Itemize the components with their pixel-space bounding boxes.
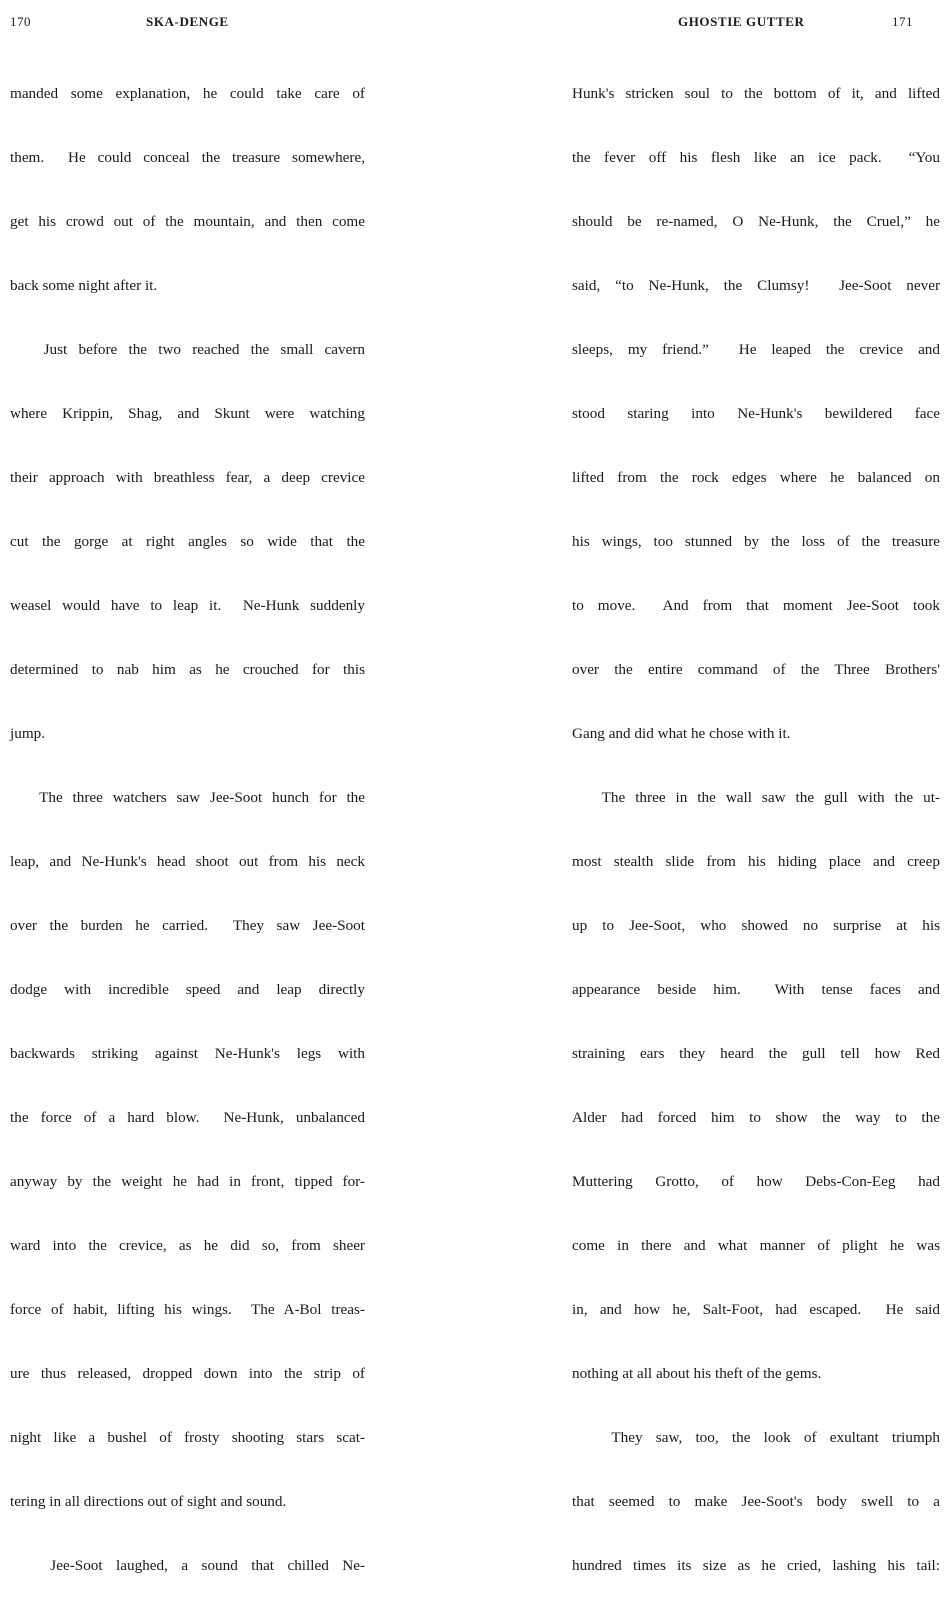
text-line: weasel would have to leap it. Ne-Hunk suddenly <box>10 596 365 614</box>
text-line: where Krippin, Shag, and Skunt were watching <box>10 404 365 422</box>
text-line: appearance beside him. With tense faces and <box>572 981 940 999</box>
text-line: lifted from the rock edges where he balanced on <box>572 468 940 486</box>
text-line: Alder had forced him to show the way to the <box>572 1109 940 1127</box>
text-line: said, “to Ne-Hunk, the Clumsy! Jee-Soot never <box>572 276 940 294</box>
text-line: back some night after it. <box>10 276 158 294</box>
text-line: ward into the crevice, as he did so, from sheer <box>10 1237 365 1255</box>
text-line: should be re-named, O Ne-Hunk, the Cruel,” he <box>572 212 940 230</box>
text-line: nothing at all about his theft of the gems. <box>572 1365 822 1383</box>
text-line: manded some explanation, he could take care of <box>10 84 365 102</box>
page-number: 171 <box>892 14 913 29</box>
text-line: over the entire command of the Three Brothers' <box>572 660 940 678</box>
text-line: Gang and did what he chose with it. <box>572 725 791 742</box>
text-line: get his crowd out of the mountain, and then come <box>10 212 365 230</box>
text-line: backwards striking against Ne-Hunk's legs with <box>10 1045 365 1063</box>
page-header <box>0 14 372 34</box>
left-page <box>0 0 372 1575</box>
text-line: Jee-Soot laughed, a sound that chilled Ne- <box>10 1557 365 1575</box>
text-line: to move. And from that moment Jee-Soot took <box>572 596 940 614</box>
text-line: jump. <box>10 725 46 742</box>
text-line: in, and how he, Salt-Foot, had escaped. He said <box>572 1301 940 1319</box>
text-line: cut the gorge at right angles so wide that the <box>10 532 365 550</box>
page-number: 170 <box>10 14 31 29</box>
text-line: The three in the wall saw the gull with the ut- <box>572 789 940 807</box>
text-line: ure thus released, dropped down into the strip of <box>10 1365 365 1383</box>
text-line: tering in all directions out of sight and sound. <box>10 1493 287 1511</box>
text-line: dodge with incredible speed and leap directly <box>10 981 365 999</box>
running-title: GHOSTIE GUTTER <box>678 14 805 29</box>
running-title: SKA-DENGE <box>146 14 229 29</box>
text-line: the fever off his flesh like an ice pack. “You <box>572 148 940 166</box>
text-line: anyway by the weight he had in front, tipped for- <box>10 1173 365 1191</box>
text-line: force of habit, lifting his wings. The A-Bol treas- <box>10 1301 365 1319</box>
text-line: his wings, too stunned by the loss of the treasure <box>572 532 940 550</box>
text-line: hundred times its size as he cried, lashing his tail: <box>572 1557 940 1575</box>
text-line: They saw, too, the look of exultant triumph <box>572 1429 940 1447</box>
text-line: leap, and Ne-Hunk's head shoot out from his neck <box>10 853 365 871</box>
text-line: up to Jee-Soot, who showed no surprise at his <box>572 917 940 935</box>
text-line: Just before the two reached the small cavern <box>10 340 365 358</box>
right-page <box>566 0 946 1575</box>
body-text <box>10 40 365 1619</box>
text-line: their approach with breathless fear, a deep crevice <box>10 468 365 486</box>
page-header <box>566 14 946 34</box>
text-line: the force of a hard blow. Ne-Hunk, unbalanced <box>10 1109 365 1127</box>
text-line: them. He could conceal the treasure somewhere, <box>10 148 365 166</box>
text-line: stood staring into Ne-Hunk's bewildered face <box>572 404 940 422</box>
text-line: Hunk's stricken soul to the bottom of it, and lifted <box>572 84 940 102</box>
body-text <box>572 40 940 1619</box>
text-line: sleeps, my friend.” He leaped the crevice and <box>572 340 940 358</box>
text-line: night like a bushel of frosty shooting stars scat- <box>10 1429 365 1447</box>
text-line: straining ears they heard the gull tell how Red <box>572 1045 940 1063</box>
text-line: most stealth slide from his hiding place and creep <box>572 853 940 871</box>
text-line: The three watchers saw Jee-Soot hunch for the <box>10 789 365 807</box>
text-line: determined to nab him as he crouched for this <box>10 660 365 678</box>
text-line: over the burden he carried. They saw Jee-Soot <box>10 917 365 935</box>
text-line: that seemed to make Jee-Soot's body swell to a <box>572 1493 940 1511</box>
text-line: Muttering Grotto, of how Debs-Con-Eeg had <box>572 1173 940 1191</box>
text-line: come in there and what manner of plight he was <box>572 1237 940 1255</box>
